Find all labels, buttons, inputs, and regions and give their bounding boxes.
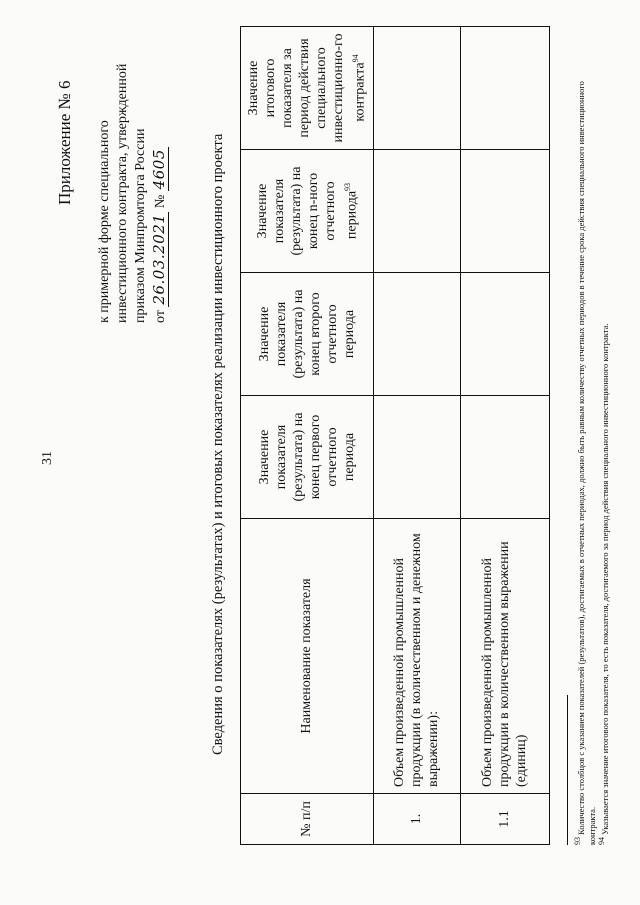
footnote-text: Указывается значение итогового показателя, то есть показателя, достигаемого за период действия специального инвестиционного контракта. bbox=[599, 323, 610, 835]
page-title: Сведения о показателях (результатах) и итоговых показателях реализации инвестиционного проекта bbox=[210, 133, 226, 755]
row-value-2 bbox=[460, 273, 549, 396]
row-value-1 bbox=[373, 396, 460, 519]
footnote-divider bbox=[567, 695, 568, 845]
row-value-1 bbox=[460, 396, 549, 519]
footnote-93 bbox=[572, 45, 598, 845]
row-value-3 bbox=[373, 150, 460, 273]
row-name: Объем произведенной промышленной продукции в количественном выражении (единиц) bbox=[460, 519, 549, 794]
handwritten-date: 26.03.2021 bbox=[150, 213, 168, 305]
row-value-4 bbox=[460, 27, 549, 150]
footnote-mark: 94 bbox=[597, 837, 606, 845]
header-num: № п/п bbox=[241, 794, 374, 845]
row-value-4 bbox=[373, 27, 460, 150]
row-num: 1. bbox=[373, 794, 460, 845]
table-row bbox=[373, 27, 460, 845]
header-col2: Значение показателя (результата) на конец второго отчетного периода bbox=[241, 273, 374, 396]
appendix-title: Приложение № 6 bbox=[55, 80, 74, 205]
footnote-ref-94: 94 bbox=[351, 54, 360, 63]
header-col1: Значение показателя (результата) на конец первого отчетного периода bbox=[241, 396, 374, 519]
header-col3 bbox=[241, 150, 374, 273]
appendix-line-3: приказом Минпромторга России bbox=[133, 128, 148, 323]
footnote-mark: 93 bbox=[573, 837, 582, 845]
header-col4-text: Значение итогового показателя за период действия специального инвестиционно-го контракта bbox=[246, 33, 368, 143]
indicators-table bbox=[240, 26, 550, 845]
table-header-row bbox=[241, 27, 374, 845]
number-prefix: № bbox=[153, 194, 168, 209]
row-name: Объем произведенной промышленной продукции (в количественном и денежном выражении): bbox=[373, 519, 460, 794]
appendix-subtitle bbox=[96, 3, 170, 323]
table-row bbox=[460, 27, 549, 845]
footnote-text: Количество столбцов с указанием показателей (результатов), достигаемых в отчетных периодах, должно быть равным количеству отчетных периодов в течение срока действия специального инвестиционного контракта. bbox=[575, 81, 597, 845]
appendix-line-2: инвестиционного контракта, утвержденной bbox=[115, 63, 130, 323]
header-col4 bbox=[241, 27, 374, 150]
date-prefix: от bbox=[153, 310, 168, 323]
row-num: 1.1 bbox=[460, 794, 549, 845]
handwritten-number: 4605 bbox=[150, 149, 168, 190]
header-name: Наименование показателя bbox=[241, 519, 374, 794]
row-value-3 bbox=[460, 150, 549, 273]
footnote-94 bbox=[596, 45, 611, 845]
footnote-ref-93: 93 bbox=[342, 182, 352, 191]
page-number: 31 bbox=[40, 451, 55, 465]
row-value-2 bbox=[373, 273, 460, 396]
appendix-line-1: к примерной форме специального bbox=[97, 120, 112, 323]
header-col3-text: Значение показателя (результата) на конец n-ного отчетного периода bbox=[254, 166, 360, 256]
appendix-date-line bbox=[150, 3, 170, 323]
